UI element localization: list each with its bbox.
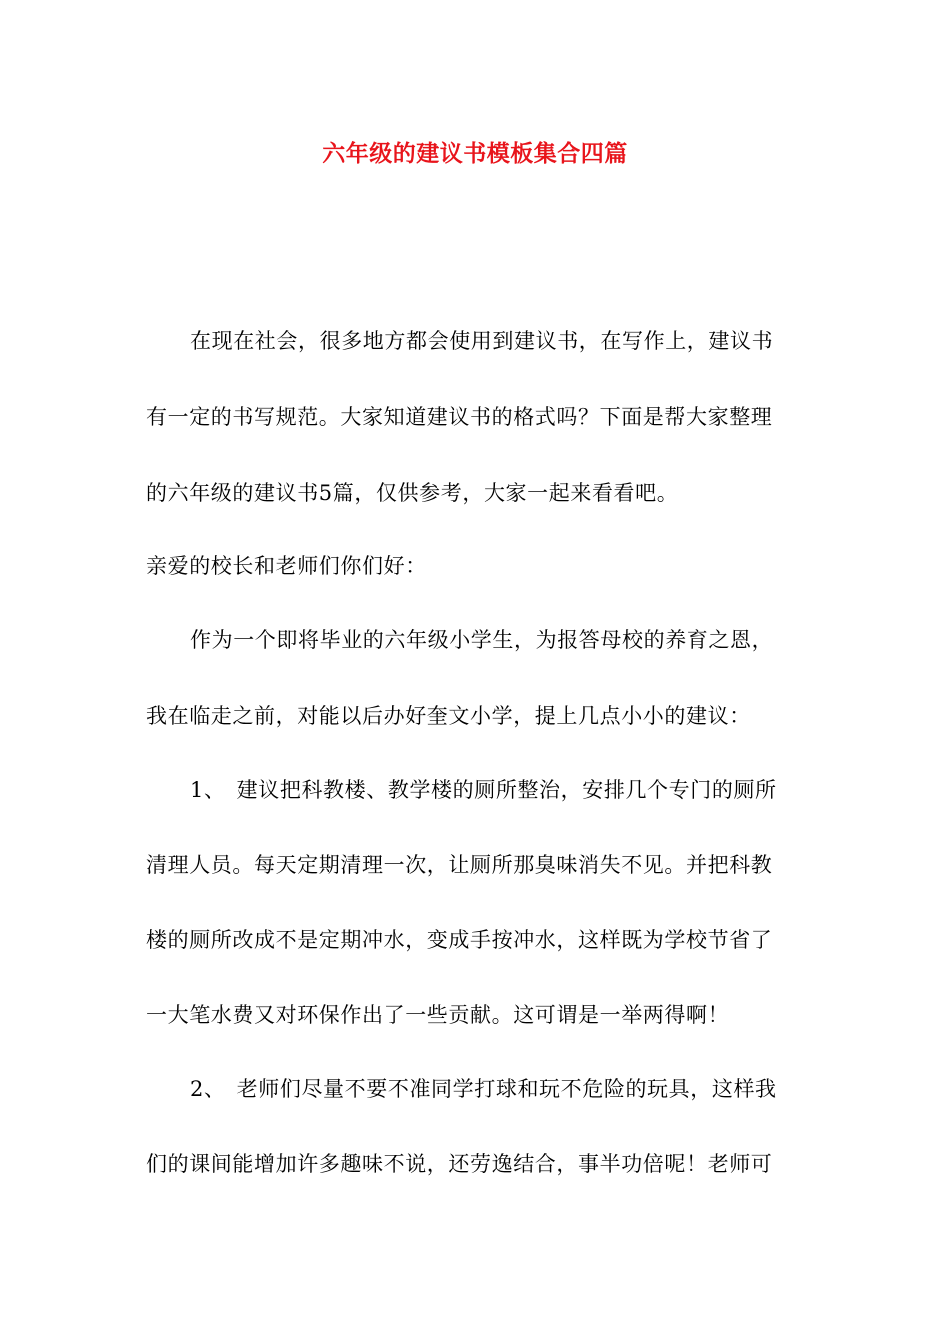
body-line: 在现在社会，很多地方都会使用到建议书，在写作上，建议书: [190, 329, 774, 353]
body-line: 的六年级的建议书5篇，仅供参考，大家一起来看看吧。: [146, 481, 679, 505]
body-line: 一大笔水费又对环保作出了一些贡献。这可谓是一举两得啊！: [146, 1003, 730, 1027]
body-line: 我在临走之前，对能以后办好奎文小学，提上几点小小的建议：: [146, 704, 751, 728]
list-item-line: 1、 建议把科教楼、教学楼的厕所整治，安排几个专门的厕所: [190, 778, 777, 802]
body-line: 作为一个即将毕业的六年级小学生，为报答母校的养育之恩，: [190, 628, 774, 652]
body-line: 有一定的书写规范。大家知道建议书的格式吗？下面是帮大家整理: [146, 405, 773, 429]
document-title: 六年级的建议书模板集合四篇: [322, 140, 628, 167]
body-line: 楼的厕所改成不是定期冲水，变成手按冲水，这样既为学校节省了: [146, 928, 773, 952]
salutation-line: 亲爱的校长和老师们你们好：: [146, 554, 427, 578]
body-line: 们的课间能增加许多趣味不说，还劳逸结合，事半功倍呢！老师可: [146, 1152, 773, 1176]
body-line: 清理人员。每天定期清理一次，让厕所那臭味消失不见。并把科教: [146, 853, 773, 877]
list-item-line: 2、 老师们尽量不要不准同学打球和玩不危险的玩具，这样我: [190, 1077, 777, 1101]
